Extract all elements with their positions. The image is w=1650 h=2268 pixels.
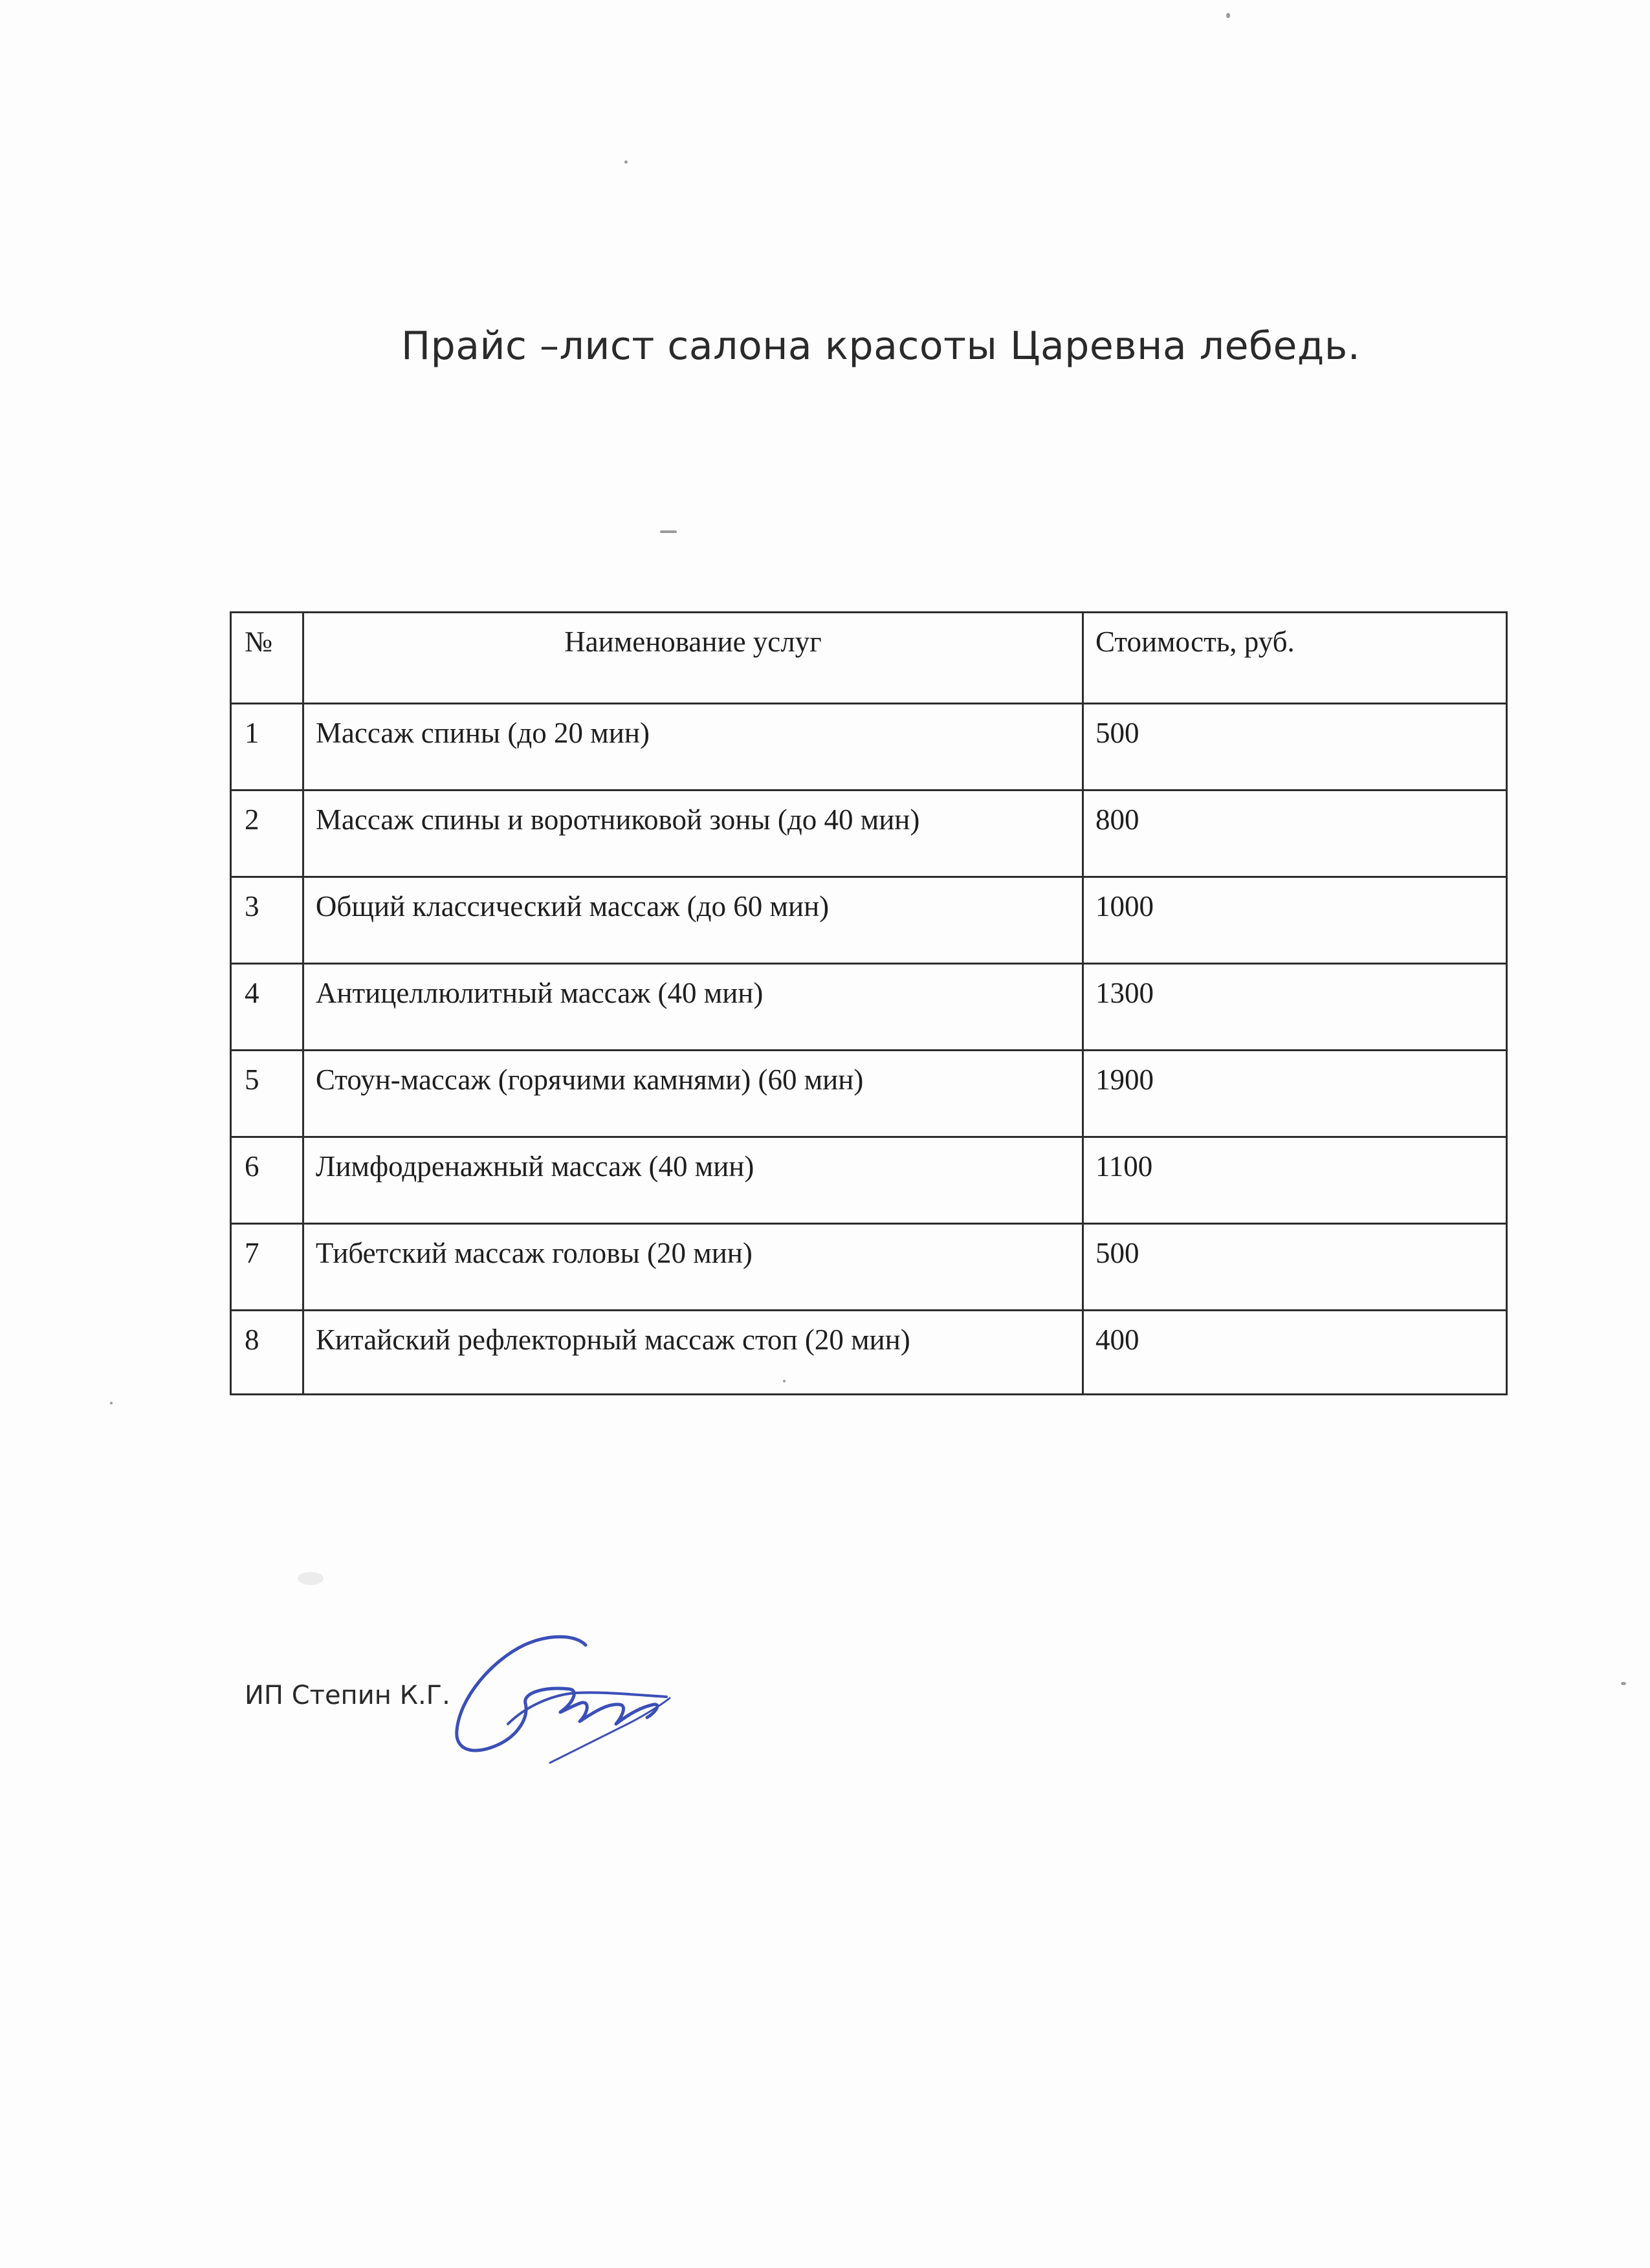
scan-speck bbox=[624, 160, 628, 164]
table-row bbox=[231, 1311, 1507, 1395]
service-name: Стоун-массаж (горячими камнями) (60 мин) bbox=[303, 1051, 1083, 1137]
row-number: 2 bbox=[231, 791, 303, 877]
scan-speck bbox=[110, 1402, 113, 1404]
service-name: Китайский рефлекторный массаж стоп (20 мин) bbox=[303, 1311, 1083, 1395]
row-number: 7 bbox=[231, 1224, 303, 1311]
scan-speck bbox=[783, 1380, 786, 1382]
service-price: 500 bbox=[1083, 1224, 1506, 1311]
row-number: 8 bbox=[231, 1311, 303, 1395]
header-service-name: Наименование услуг bbox=[303, 613, 1083, 704]
service-name: Тибетский массаж головы (20 мин) bbox=[303, 1224, 1083, 1311]
row-number: 4 bbox=[231, 964, 303, 1051]
service-name: Массаж спины и воротниковой зоны (до 40 мин) bbox=[303, 791, 1083, 877]
document-title: Прайс –лист салона красоты Царевна лебедь. bbox=[401, 323, 1361, 369]
service-name: Антицеллюлитный массаж (40 мин) bbox=[303, 964, 1083, 1051]
service-price: 1900 bbox=[1083, 1051, 1506, 1137]
scan-speck bbox=[1621, 1682, 1626, 1685]
table-row bbox=[231, 1051, 1507, 1137]
scan-speck bbox=[1226, 13, 1230, 18]
table-row bbox=[231, 1224, 1507, 1311]
signatory-name: ИП Степин К.Г. bbox=[245, 1681, 450, 1710]
service-price: 1300 bbox=[1083, 964, 1506, 1051]
table-row bbox=[231, 877, 1507, 964]
row-number: 3 bbox=[231, 877, 303, 964]
header-price: Стоимость, руб. bbox=[1083, 613, 1506, 704]
service-price: 1000 bbox=[1083, 877, 1506, 964]
service-name: Общий классический массаж (до 60 мин) bbox=[303, 877, 1083, 964]
scan-speck bbox=[298, 1572, 324, 1585]
table-header-row bbox=[231, 613, 1507, 704]
handwritten-signature bbox=[446, 1627, 679, 1769]
service-price: 800 bbox=[1083, 791, 1506, 877]
header-number: № bbox=[231, 613, 303, 704]
service-price: 400 bbox=[1083, 1311, 1506, 1395]
table-row bbox=[231, 1137, 1507, 1224]
service-price: 1100 bbox=[1083, 1137, 1506, 1224]
service-price: 500 bbox=[1083, 704, 1506, 791]
service-name: Лимфодренажный массаж (40 мин) bbox=[303, 1137, 1083, 1224]
row-number: 6 bbox=[231, 1137, 303, 1224]
table-row bbox=[231, 704, 1507, 791]
price-table bbox=[230, 611, 1508, 1395]
scan-speck bbox=[660, 530, 677, 533]
row-number: 1 bbox=[231, 704, 303, 791]
table-row bbox=[231, 964, 1507, 1051]
table-row bbox=[231, 791, 1507, 877]
service-name: Массаж спины (до 20 мин) bbox=[303, 704, 1083, 791]
row-number: 5 bbox=[231, 1051, 303, 1137]
